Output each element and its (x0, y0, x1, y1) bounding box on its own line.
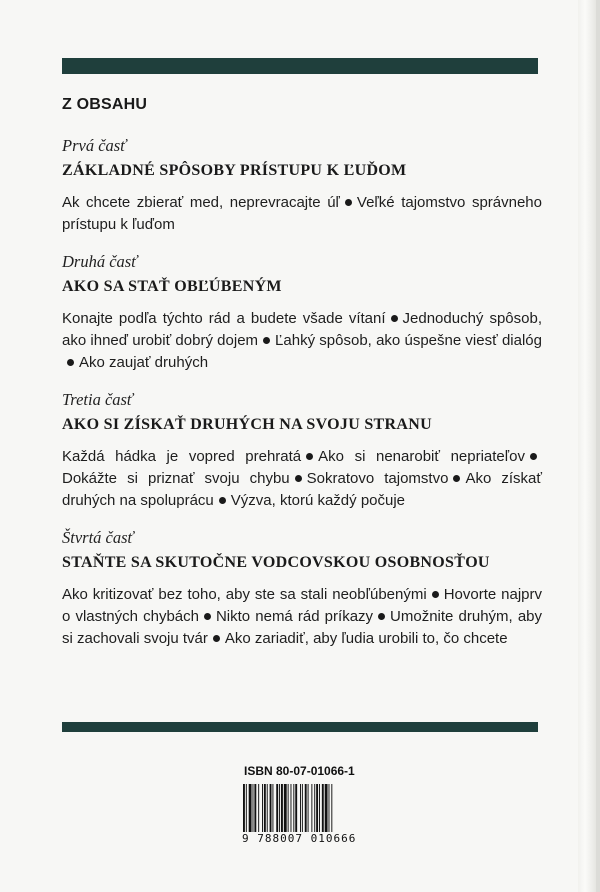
barcode-bar (258, 784, 259, 832)
barcode-number: 9 788007 010666 (242, 832, 357, 845)
part-label: Tretia časť (62, 390, 133, 409)
contents-heading: Z OBSAHU (62, 96, 148, 113)
bullet-icon (295, 475, 302, 482)
barcode-bar (305, 784, 307, 832)
bullet-icon (213, 635, 220, 642)
barcode-bar (291, 784, 292, 832)
part-item: Ako si nenarobiť nepriateľov (318, 448, 525, 465)
contents-section (62, 96, 542, 666)
barcode-bar (262, 784, 263, 832)
barcode-bar (279, 784, 280, 832)
barcode-bar (254, 784, 256, 832)
barcode-bar (331, 784, 332, 832)
part-title: AKO SA STAŤ OBĽÚBENÝM (62, 278, 282, 295)
barcode-bar (253, 784, 254, 832)
barcode-bar (329, 784, 330, 832)
bottom-accent-bar (62, 722, 538, 732)
part-title: AKO SI ZÍSKAŤ DRUHÝCH NA SVOJU STRANU (62, 416, 432, 433)
part-title: STAŇTE SA SKUTOČNE VODCOVSKOU OSOBNOSŤOU (62, 554, 490, 571)
top-accent-bar (62, 58, 538, 74)
barcode-bar (288, 784, 289, 832)
part-item: Ako získať druhých na spoluprácu (62, 470, 542, 509)
bullet-icon (378, 613, 385, 620)
part-items (62, 192, 542, 236)
part-item: Konajte podľa týchto rád a budete všade vítaní (62, 310, 386, 327)
bullet-icon (453, 475, 460, 482)
barcode-bar (325, 784, 328, 832)
part-1 (62, 136, 542, 236)
part-item: Ako kritizovať bez toho, aby ste sa stali neobľúbenými (62, 586, 427, 603)
part-item: Výzva, ktorú každý počuje (230, 492, 406, 509)
barcode-bar (284, 784, 287, 832)
part-label: Štvrtá časť (62, 528, 134, 547)
part-item: Hovorte najprv o vlastných chybách (62, 586, 543, 625)
barcode-bar (314, 784, 315, 832)
part-item: Veľké tajomstvo správneho prístupu k ľuďom (62, 194, 542, 233)
barcode-bar (319, 784, 320, 832)
barcode-bar (293, 784, 294, 832)
barcode-bar (308, 784, 309, 832)
barcode-bar (246, 784, 247, 832)
bullet-icon (432, 591, 439, 598)
bullet-icon (345, 199, 352, 206)
barcode-bar (264, 784, 266, 832)
cover-edge (578, 0, 596, 892)
part-items (62, 584, 542, 650)
part-item: Ako zariadiť, aby ľudia urobili to, čo chcete (224, 630, 508, 647)
part-item: Umožnite druhým, aby si zachovali svoju tvár (62, 608, 542, 647)
bullet-icon (67, 359, 74, 366)
barcode-bar (267, 784, 268, 832)
barcode-bar (311, 784, 312, 832)
bullet-icon (530, 453, 537, 460)
isbn-label: ISBN 80-07-01066-1 (244, 764, 355, 778)
part-item: Nikto nemá rád príkazy (215, 608, 374, 625)
part-item: Sokratovo tajomstvo (306, 470, 449, 487)
part-item: Ako zaujať druhých (79, 354, 209, 371)
bullet-icon (263, 337, 270, 344)
barcode-bar (249, 784, 252, 832)
barcode-bar (243, 784, 245, 832)
barcode-bar (281, 784, 283, 832)
part-items (62, 308, 542, 374)
part-4 (62, 528, 542, 650)
bullet-icon (391, 315, 398, 322)
barcode-bar (295, 784, 297, 832)
barcode-bar (270, 784, 272, 832)
part-item: Každá hádka je vopred prehratá (62, 448, 302, 465)
barcode-bar (322, 784, 324, 832)
part-item: Jednoduchý spôsob, ako ihneď urobiť dobrý dojem (62, 310, 542, 349)
barcode-bar (316, 784, 318, 832)
part-label: Druhá časť (62, 252, 138, 271)
part-items (62, 446, 542, 512)
part-item: Ľahký spôsob, ako úspešne viesť dialóg (275, 332, 542, 349)
part-item: Dokážte si priznať svoju chybu (62, 470, 290, 487)
barcode-bar (276, 784, 278, 832)
barcode-bar (302, 784, 303, 832)
bullet-icon (306, 453, 313, 460)
bullet-icon (219, 497, 226, 504)
part-title: ZÁKLADNÉ SPÔSOBY PRÍSTUPU K ĽUĎOM (62, 162, 407, 179)
part-label: Prvá časť (62, 136, 127, 155)
barcode-bar (300, 784, 301, 832)
barcode-bar (272, 784, 273, 832)
bullet-icon (204, 613, 211, 620)
barcode (242, 784, 362, 832)
part-2 (62, 252, 542, 374)
part-item: Ak chcete zbierať med, neprevracajte úľ (62, 194, 340, 211)
isbn-block (242, 764, 362, 845)
part-3 (62, 390, 542, 512)
